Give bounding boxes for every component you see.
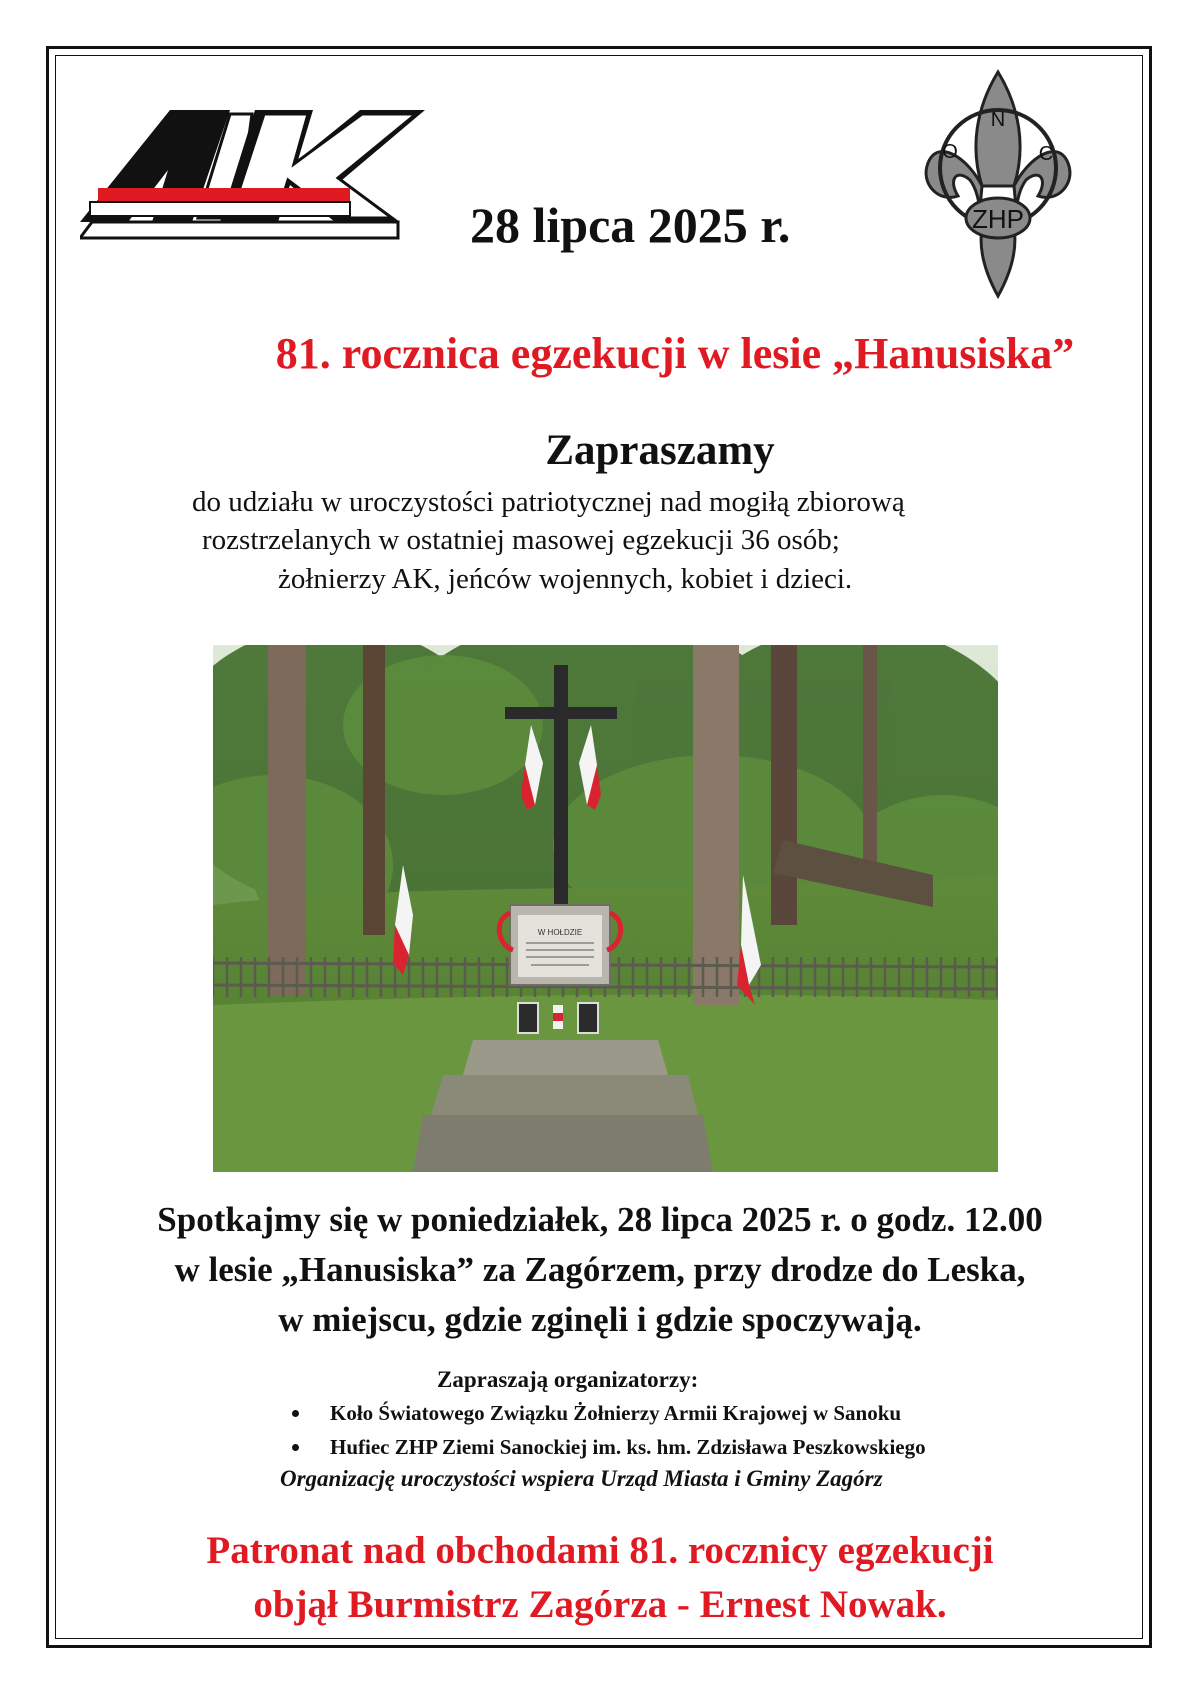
organizers-heading: Zapraszają organizatorzy: — [437, 1367, 699, 1392]
meeting-line: w miejscu, gdzie zginęli i gdzie spoczywają. — [278, 1300, 922, 1339]
anniversary-title: 81. rocznica egzekucji w lesie „Hanusiska” — [275, 329, 1075, 378]
svg-text:C: C — [1038, 143, 1054, 165]
invitation-line: do udziału w uroczystości patriotycznej nad mogiłą zbiorową — [192, 486, 905, 518]
bullet-icon — [292, 1410, 299, 1417]
zhp-text: ZHP — [972, 204, 1024, 234]
patronage-line: objął Burmistrz Zagórza - Ernest Nowak. — [253, 1583, 947, 1626]
organizers-list — [292, 1396, 926, 1464]
plaque-title: W HOŁDZIE — [537, 928, 583, 937]
meeting-line: Spotkajmy się w poniedziałek, 28 lipca 2025 r. o godz. 12.00 — [157, 1200, 1043, 1239]
memorial-photo — [213, 645, 998, 1172]
bullet-icon — [292, 1444, 299, 1451]
invitation-title: Zapraszamy — [545, 427, 775, 474]
support-note: Organizację uroczystości wspiera Urząd Miasta i Gminy Zagórz — [280, 1466, 883, 1491]
meeting-line: w lesie „Hanusiska” za Zagórzem, przy drodze do Leska, — [174, 1250, 1026, 1289]
zhp-lily-logo — [918, 68, 1078, 300]
patronage-line: Patronat nad obchodami 81. rocznicy egzekucji — [206, 1529, 994, 1572]
list-item: Hufiec ZHP Ziemi Sanockiej im. ks. hm. Zdzisława Peszkowskiego — [292, 1430, 926, 1464]
invitation-line: żołnierzy AK, jeńców wojennych, kobiet i dzieci. — [278, 563, 853, 595]
ak-logo — [80, 110, 430, 245]
list-item: Koło Światowego Związku Żołnierzy Armii Krajowej w Sanoku — [292, 1396, 926, 1430]
svg-text:O: O — [942, 141, 958, 163]
event-date: 28 lipca 2025 r. — [470, 197, 791, 253]
svg-text:N: N — [990, 109, 1006, 131]
invitation-line: rozstrzelanych w ostatniej masowej egzekucji 36 osób; — [202, 524, 840, 556]
